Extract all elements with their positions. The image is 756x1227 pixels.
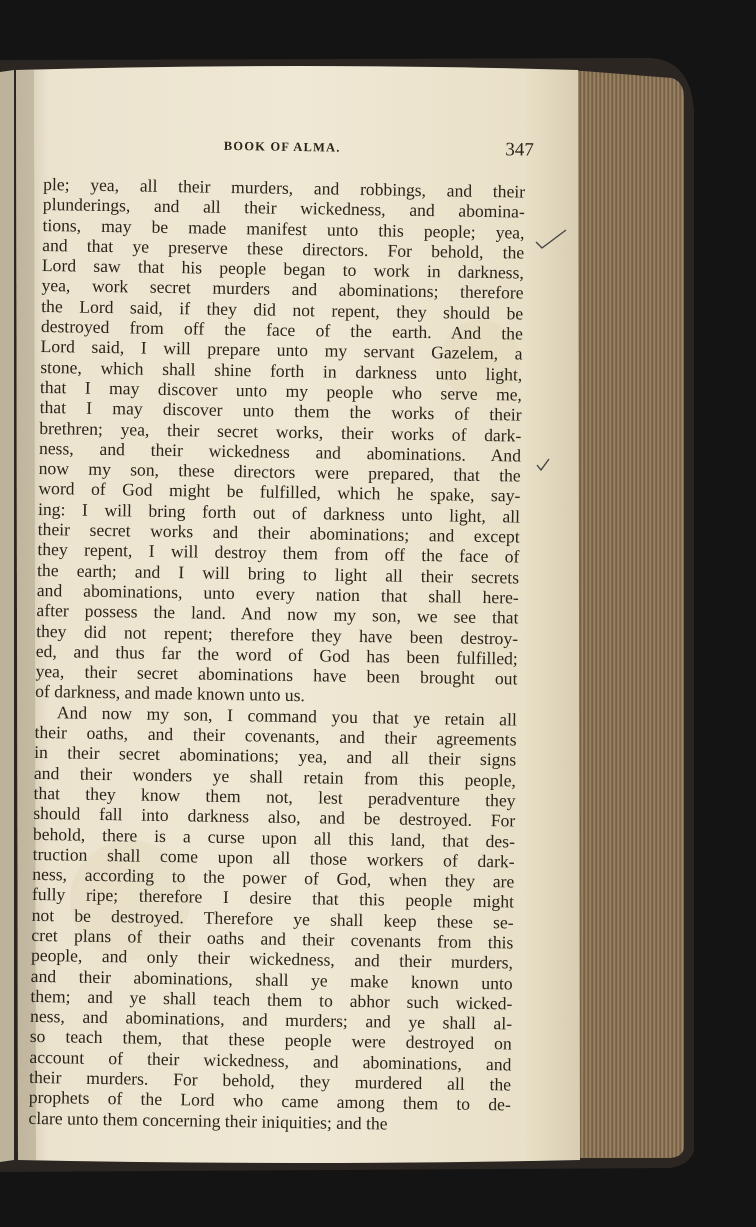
text-line: brethren; yea, their secret works, their works of dark-: [39, 417, 522, 446]
text-line: cret plans of their oaths and their covenants from this: [31, 924, 514, 953]
text-line: Lord saw that his people began to work in darkness,: [41, 255, 525, 283]
text-line: people, and only their wickedness, and their murders,: [30, 945, 514, 973]
text-line: of darkness, and made known unto us.: [35, 681, 306, 706]
paragraph-1: [35, 174, 525, 709]
text-line: now my son, these directors were prepared, that the: [38, 458, 521, 486]
text-line: Lord said, I will prepare unto my servant Gazelem, a: [40, 336, 523, 364]
text-line: in their secret abominations; yea, and all their signs: [34, 742, 517, 770]
text-line: ing: I will bring forth out of darkness unto light, all: [37, 498, 521, 527]
text-line: clare unto them concerning their iniquities; and the: [28, 1107, 388, 1134]
text-line: stone, which shall shine forth in darkness unto light,: [40, 356, 523, 385]
text-line: their murders. For behold, they murdered all the: [28, 1066, 512, 1095]
text-line: fully ripe; therefore I desire that this people might: [31, 884, 515, 912]
running-head: BOOK OF ALMA.: [223, 138, 341, 155]
text-line: that I may discover unto my people who serve me,: [39, 376, 523, 405]
text-line: truction shall come upon all those workers of dark-: [32, 843, 515, 872]
text-line: destroyed from off the face of the earth. And the: [40, 316, 524, 344]
margin-tick-mark: [534, 456, 554, 474]
text-line: so teach them, that these people were destroyed on: [29, 1026, 512, 1054]
page-number: 347: [505, 139, 534, 161]
text-line: that I may discover unto them the works of their: [39, 397, 522, 425]
text-line: ple; yea, all their murders, and robbings, and their: [43, 173, 526, 202]
text-line: ness, according to the power of God, when they are: [32, 864, 515, 892]
text-line: and their wonders ye shall retain from this people,: [33, 762, 517, 791]
page-text-block: [28, 132, 534, 1135]
text-line: yea, work secret murders and abominations; therefore: [41, 275, 524, 304]
text-line: yea, their secret abominations have been brought out: [35, 661, 518, 689]
text-line: account of their wickedness, and abominations, and: [29, 1046, 512, 1075]
text-line: the Lord said, if they did not repent, they should be: [41, 295, 524, 324]
text-line: and that ye preserve these directors. For behold, the: [42, 234, 525, 263]
text-line: the earth; and I will bring to light all their secrets: [36, 559, 520, 588]
text-line: ness, and their wickedness and abominations. And: [38, 437, 522, 466]
text-line: they repent, I will destroy them from off the face of: [37, 539, 520, 567]
paragraph-2: [28, 702, 517, 1136]
text-line: them; and ye shall teach them to abhor such wicked-: [30, 985, 513, 1014]
text-line: not be destroyed. Therefore ye shall keep these se-: [31, 904, 514, 933]
text-line: behold, there is a curse upon all this land, that des-: [32, 823, 516, 851]
text-line: ness, and abominations, and murders; and ye shall al-: [29, 1006, 513, 1034]
text-line: plunderings, and all their wickedness, and abomina-: [42, 194, 525, 222]
text-line: and abominations, unto every nation that shall here-: [36, 579, 519, 608]
text-line: after possess the land. And now my son, we see that: [36, 600, 519, 628]
text-line: tions, may be made manifest unto this people; yea,: [42, 214, 525, 243]
text-line: ed, and thus far the word of God has been fulfilled;: [35, 640, 518, 669]
text-line: prophets of the Lord who came among them to de-: [28, 1087, 511, 1115]
text-line: they did not repent; therefore they have been destroy-: [36, 620, 519, 649]
text-line: should fall into darkness also, and be destroyed. For: [33, 803, 516, 831]
margin-tick-mark: [532, 226, 572, 252]
text-line: that they know them not, lest peradventure they: [33, 782, 516, 811]
text-line: their secret works and their abominations; and except: [37, 518, 520, 547]
text-line: and their abominations, shall ye make known unto: [30, 965, 513, 994]
text-line: word of God might be fulfilled, which he spake, say-: [38, 478, 521, 506]
page-header: [43, 132, 534, 172]
text-line: And now my son, I command you that ye retain all: [56, 701, 517, 730]
text-line: their oaths, and their covenants, and their agreements: [34, 721, 517, 750]
